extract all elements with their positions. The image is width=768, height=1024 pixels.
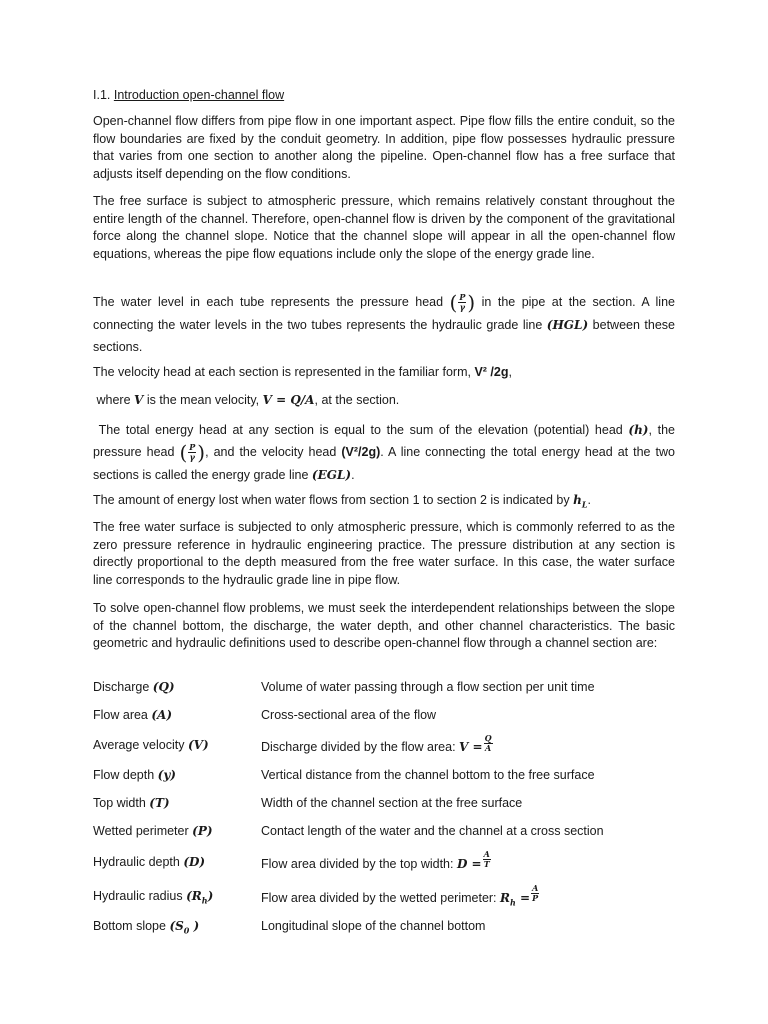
paragraph-3: The water level in each tube represents the pressure head ( $\frac{P}{\gamma}$ ) in the pipe at the section. A line connecting the water levels in the two tubes represents the hydraulic grade line (HGL) between these sections.	[93, 290, 676, 354]
definition-row: Average velocity (V) Discharge divided by the flow area: V = $\frac{Q}{A}$	[93, 733, 492, 754]
paragraph-7: The amount of energy lost when water flows from section 1 to section 2 is indicated by $h_L$.	[93, 493, 591, 510]
paragraph-1: Open-channel flow differs from pipe flow in one important aspect. Pipe flow fills the entire conduit, so the flow boundaries are fixed by the conduit geometry. In addition, pipe flow possesses hydraulic pressure that varies from one section to another along the pipeline. Open-channel flow has a free surface that adjusts itself depending on the flow conditions.	[93, 114, 675, 181]
paragraph-6: The total energy head at any section is equal to the sum of the elevation (potential) head (h), the pressure head ( $\frac{P}{\gamma}$ ), and the velocity head (V²/2g). A line connecting the total energy head at the two sections is called the energy grade line (EGL).	[93, 423, 675, 482]
hgl-symbol: (HGL)	[546, 317, 589, 332]
hydraulic-depth-fraction: $\frac{A}{T}$	[483, 849, 490, 869]
pressure-head-fraction-2: $\frac{P}{\gamma}$	[189, 442, 196, 463]
pressure-head-fraction: $\frac{P}{\gamma}$	[459, 292, 466, 313]
velocity-fraction: $\frac{Q}{A}$	[484, 733, 492, 753]
definition-row: Flow depth (y) Vertical distance from the channel bottom to the free surface	[93, 768, 595, 782]
section-number: I.1.	[93, 88, 111, 102]
section-heading	[93, 88, 284, 102]
definition-row: Top width (T) Width of the channel section at the free surface	[93, 796, 523, 810]
hydraulic-radius-fraction: $\frac{A}{P}$	[532, 883, 539, 903]
section-title: Introduction open-channel flow	[113, 88, 285, 102]
paragraph-5: where V is the mean velocity, V = Q/A, at the section.	[96, 393, 400, 407]
paragraph-9: To solve open-channel flow problems, we must seek the interdependent relationships between the slope of the channel bottom, the discharge, the water depth, and other channel characteristics. The basic geometric and hydraulic definitions used to describe open-channel flow through a channel section are:	[93, 601, 675, 651]
definition-row: Discharge (Q) Volume of water passing through a flow section per unit time	[93, 680, 595, 694]
paragraph-2: The free surface is subject to atmospheric pressure, which remains relatively constant throughout the entire length of the channel. Therefore, open-channel flow is driven by the component of the gravitational force along the channel slope. Notice that the channel slope will appear in all the open-channel flow equations, whereas the pipe flow equations include only the slope of the energy grade line.	[93, 194, 675, 261]
paragraph-4: The velocity head at each section is represented in the familiar form, V² /2g,	[93, 365, 512, 379]
velocity-equation: V = Q/A	[262, 393, 315, 407]
definition-row: Bottom slope ($S_0$ ) Longitudinal slope of the channel bottom	[93, 919, 486, 936]
paragraph-8: The free water surface is subjected to only atmospheric pressure, which is commonly referred to as the zero pressure reference in hydraulic engineering practice. The pressure distribution at any section is directly proportional to the depth measured from the free water surface. In this case, the water surface line corresponds to the hydraulic grade line in pipe flow.	[93, 520, 675, 587]
definition-row: Wetted perimeter (P) Contact length of the water and the channel at a cross section	[93, 824, 604, 838]
velocity-head-formula: V² /2g	[474, 365, 509, 379]
definition-row: Hydraulic depth (D) Flow area divided by the top width: D = $\frac{A}{T}$	[93, 849, 490, 871]
definition-row: Hydraulic radius $(R_h)$ Flow area divided by the wetted perimeter: $R_h$ = $\frac{A}{P}$	[93, 883, 539, 908]
definition-row: Flow area (A) Cross-sectional area of the flow	[93, 708, 437, 722]
